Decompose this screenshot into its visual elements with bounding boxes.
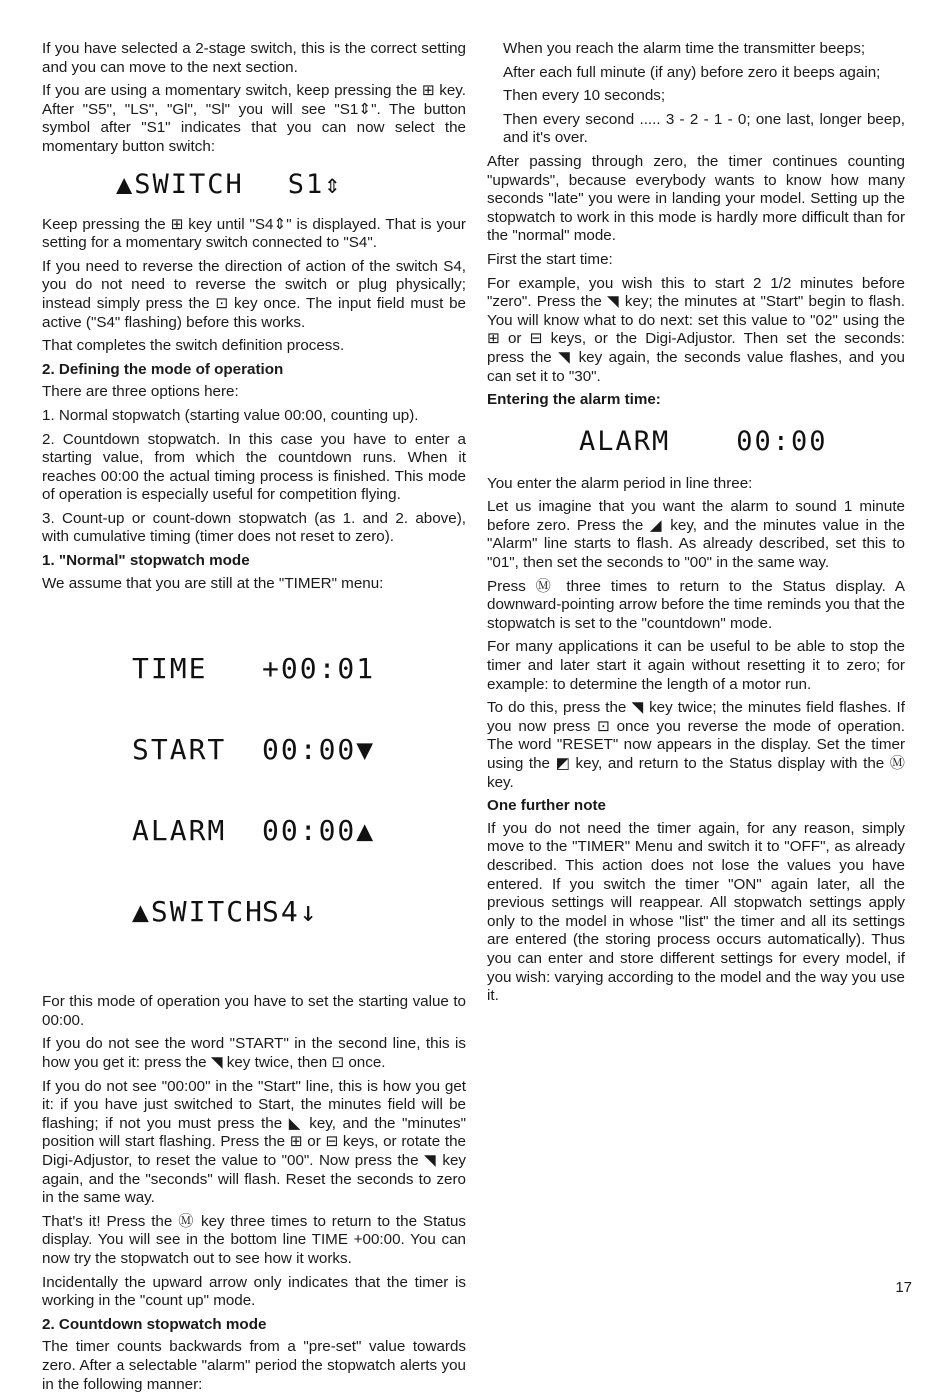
lcd-value: S1⇕ [287, 168, 343, 200]
list-item: When you reach the alarm time the transmitter beeps; [503, 40, 866, 57]
paragraph: To do this, press the ◥ key twice; the minutes field flashes. If you now press ⊡ once you reverse the mode of operation. The word "RESET" now appears in the display. Set the timer using the ◩ key, and return to the Status display with the Ⓜ key. [487, 699, 905, 791]
lcd-switch-display [42, 168, 466, 200]
section-heading: Entering the alarm time: [487, 391, 661, 409]
paragraph: First the start time: [487, 250, 613, 268]
section-heading: 2. Defining the mode of operation [42, 360, 284, 378]
paragraph: For many applications it can be useful to be able to stop the timer and later start it again without resetting it to zero; for example: to determine the length of a motor run. [487, 638, 905, 693]
paragraph: If you do not see "00:00" in the "Start" line, this is how you get it: if you have just switched to Start, the minutes field will be flashing; if not you must press the ◣ key, and the "minutes" position will start flashing. Press the ⊞ or ⊟ keys, or rotate the Digi-Adjustor, to reset the value to "00". Now press the ◥ key again, and the "seconds" will flash. Reset the seconds to zero in the same way. [42, 1077, 466, 1207]
paragraph: That's it! Press the Ⓜ key three times to return to the Status display. You will see in the bottom line TIME +00:00. You can now try the stopwatch out to see how it works. [42, 1212, 466, 1267]
paragraph: Incidentally the upward arrow only indicates that the timer is working in the "count up" mode. [42, 1273, 466, 1310]
list-item: Then every second ..... 3 - 2 - 1 - 0; one last, longer beep, and it's over. [503, 110, 905, 147]
paragraph: You enter the alarm period in line three: [487, 474, 753, 492]
lcd-value: S4↓ [262, 895, 319, 929]
lcd-label: TIME [132, 652, 208, 686]
lcd-row [132, 895, 466, 929]
paragraph: The timer counts backwards from a "pre-set" value towards zero. After a selectable "alarm" period the stopwatch alerts you in the following manner: [42, 1338, 466, 1393]
paragraph: If you need to reverse the direction of action of the switch S4, you do not need to reverse the switch or plug physically; instead simply press the ⊡ key once. The input field must be active ("S4" flashing) before this works. [42, 257, 466, 331]
list-item: After each full minute (if any) before zero it beeps again; [503, 63, 881, 81]
paragraph: For this mode of operation you have to set the starting value to 00:00. [42, 993, 466, 1029]
left-column [42, 40, 466, 1399]
lcd-value: 00:00 [736, 425, 828, 457]
paragraph: That completes the switch definition process. [42, 337, 345, 355]
paragraph: Let us imagine that you want the alarm to sound 1 minute before zero. Press the ◢ key, and the minutes value in the "Alarm" line starts to flash. As already described, set this to "01", then set the seconds to "00" in the same way. [487, 498, 905, 572]
lcd-row [132, 733, 466, 767]
right-column [487, 40, 905, 1011]
lcd-label: ▲SWITCH [116, 168, 244, 200]
lcd-alarm-display [487, 425, 905, 457]
lcd-row [132, 814, 466, 848]
paragraph: After passing through zero, the timer continues counting "upwards", because everybody wants to know how many seconds "late" you were in landing your model. Setting up the stopwatch to work in this mode is hardly more difficult than for the "normal" mode. [487, 152, 905, 245]
paragraph: There are three options here: [42, 383, 239, 401]
list-item: 1. Normal stopwatch (starting value 00:00, counting up). [42, 406, 419, 424]
lcd-row [132, 652, 466, 686]
lcd-value: 00:00▲ [262, 814, 376, 848]
section-heading: 2. Countdown stopwatch mode [42, 1315, 267, 1333]
paragraph: If you do not need the timer again, for any reason, simply move to the "TIMER" Menu and switch it to "OFF", as already described. This action does not lose the values you have entered. If you switch the timer "ON" again later, all the previous settings will reappear. All stopwatch settings apply only to the model in whose "list" the timer and all its settings are entered (the storing process occurs automatically). Thus you can enter and store different settings for every model, if you wish: varying according to the model and the way you use it. [487, 819, 905, 1005]
lcd-value: +00:01 [262, 652, 376, 686]
list-item: Then every 10 seconds; [503, 87, 666, 105]
section-heading: One further note [487, 797, 606, 815]
paragraph: If you are using a momentary switch, keep pressing the ⊞ key. After "S5", "LS", "Gl", "Sl" you will see "S1⇕". The button symbol after "S1" indicates that you can now select the momentary button switch: [42, 82, 466, 155]
lcd-label: ALARM [579, 425, 671, 457]
lcd-value: 00:00▼ [262, 733, 376, 767]
paragraph: Keep pressing the ⊞ key until "S4⇕" is displayed. That is your setting for a momentary switch connected to "S4". [42, 215, 466, 252]
paragraph: If you have selected a 2-stage switch, this is the correct setting and you can move to the next section. [42, 40, 466, 76]
lcd-label: ▲SWITCH [132, 895, 265, 929]
list-item: 3. Count-up or count-down stopwatch (as 1. and 2. above), with cumulative timing (timer does not reset to zero). [42, 509, 466, 546]
page-number: 17 [895, 1279, 912, 1296]
paragraph: For example, you wish this to start 2 1/2 minutes before "zero". Press the ◥ key; the minutes at "Start" begin to flash. You will know what to do next: set this value to "02" using the ⊞ or ⊟ keys, or the Digi-Adjustor. Then set the seconds: press the ◥ key again, the seconds value flashes, and you can set it to "30". [487, 274, 905, 385]
lcd-timer-display [132, 601, 466, 979]
section-heading: 1. "Normal" stopwatch mode [42, 552, 250, 570]
lcd-label: START [132, 733, 227, 767]
paragraph: We assume that you are still at the "TIMER" menu: [42, 574, 384, 592]
paragraph: If you do not see the word "START" in the second line, this is how you get it: press the ◥ key twice, then ⊡ once. [42, 1035, 466, 1072]
paragraph: Press Ⓜ three times to return to the Status display. A downward-pointing arrow before the time reminds you that the stopwatch is set to the "countdown" mode. [487, 577, 905, 632]
lcd-label: ALARM [132, 814, 227, 848]
list-item: 2. Countdown stopwatch. In this case you have to enter a starting value, from which the countdown runs. When it reaches 00:00 the actual timing process is finished. This mode of operation is especially useful for competition flying. [42, 430, 466, 504]
